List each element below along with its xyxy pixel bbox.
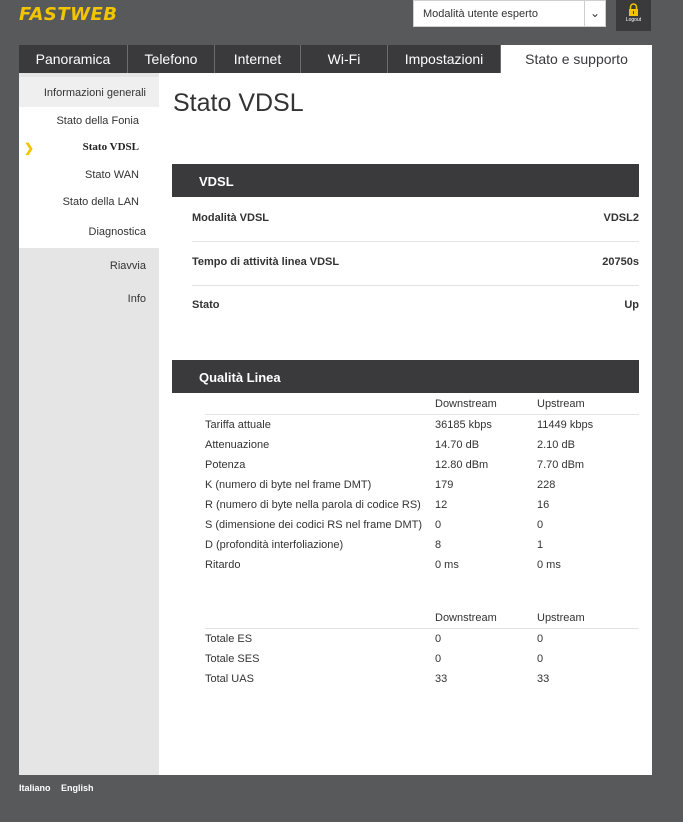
upstream-value: 16 xyxy=(537,499,550,511)
language-english-link[interactable]: English xyxy=(61,783,94,793)
main-content xyxy=(159,73,652,775)
upstream-value: 11449 kbps xyxy=(537,419,594,431)
table-row xyxy=(205,669,639,689)
tab-internet[interactable]: Internet xyxy=(215,45,301,73)
table-row xyxy=(205,555,639,575)
upstream-value: 0 ms xyxy=(537,559,561,571)
downstream-value: 179 xyxy=(435,479,454,491)
sidebar-item-stato-lan[interactable]: Stato della LAN xyxy=(62,196,139,208)
table-row xyxy=(205,475,639,495)
upstream-value: 0 xyxy=(537,633,544,645)
row-label: Attenuazione xyxy=(205,439,270,451)
downstream-value: 36185 kbps xyxy=(435,419,492,431)
user-mode-select[interactable] xyxy=(413,0,606,27)
line-quality-table xyxy=(205,396,639,575)
sidebar xyxy=(19,73,159,775)
info-row-tempo-attivita xyxy=(192,241,639,286)
upstream-value: 0 xyxy=(537,519,544,531)
tab-telefono[interactable]: Telefono xyxy=(128,45,215,73)
row-label: Tariffa attuale xyxy=(205,419,271,431)
logout-label: Logout xyxy=(625,17,642,23)
sidebar-item-info[interactable]: Info xyxy=(127,293,146,305)
column-header-downstream: Downstream xyxy=(435,612,497,624)
tab-wifi[interactable]: Wi-Fi xyxy=(301,45,388,73)
row-label: Totale ES xyxy=(205,633,253,645)
select-divider xyxy=(584,1,585,26)
row-label: S (dimensione dei codici RS nel frame DMT) xyxy=(205,519,423,531)
info-value: VDSL2 xyxy=(603,212,639,224)
tab-panoramica[interactable]: Panoramica xyxy=(19,45,128,73)
sidebar-item-informazioni-generali[interactable] xyxy=(19,77,159,107)
info-value: 20750s xyxy=(602,256,639,268)
upstream-value: 2.10 dB xyxy=(537,439,575,451)
main-nav-tabs xyxy=(19,45,652,73)
column-header-upstream: Upstream xyxy=(537,398,585,410)
upstream-value: 7.70 dBm xyxy=(537,459,585,471)
info-label: Tempo di attività linea VDSL xyxy=(192,256,340,268)
table-row xyxy=(205,649,639,669)
language-switcher xyxy=(19,783,102,793)
tab-impostazioni[interactable]: Impostazioni xyxy=(388,45,501,73)
language-italiano-link[interactable]: Italiano xyxy=(19,783,51,793)
table-header xyxy=(205,610,639,629)
upstream-value: 228 xyxy=(537,479,556,491)
line-errors-table xyxy=(205,610,639,689)
row-label: K (numero di byte nel frame DMT) xyxy=(205,479,372,491)
page-title: Stato VDSL xyxy=(173,89,304,117)
info-row-stato xyxy=(192,284,639,328)
table-row xyxy=(205,455,639,475)
downstream-value: 8 xyxy=(435,539,442,551)
downstream-value: 0 xyxy=(435,653,442,665)
downstream-value: 12.80 dBm xyxy=(435,459,489,471)
downstream-value: 14.70 dB xyxy=(435,439,480,451)
info-label: Stato xyxy=(192,299,220,311)
column-header-upstream: Upstream xyxy=(537,612,585,624)
tab-stato-e-supporto[interactable]: Stato e supporto xyxy=(501,45,652,73)
table-row xyxy=(205,415,639,435)
vdsl-section-header xyxy=(172,164,639,197)
sidebar-item-riavvia[interactable]: Riavvia xyxy=(109,260,146,272)
table-row xyxy=(205,629,639,649)
chevron-down-icon[interactable]: ⌄ xyxy=(590,6,601,20)
table-row xyxy=(205,515,639,535)
upstream-value: 33 xyxy=(537,673,550,685)
sidebar-header-label: Informazioni generali xyxy=(43,87,146,99)
upstream-value: 1 xyxy=(537,539,544,551)
row-label: Totale SES xyxy=(205,653,260,665)
row-label: Potenza xyxy=(205,459,246,471)
table-row xyxy=(205,435,639,455)
row-label: D (profondità interfoliazione) xyxy=(205,539,344,551)
user-mode-value: Modalità utente esperto xyxy=(423,8,538,20)
column-header-downstream: Downstream xyxy=(435,398,497,410)
downstream-value: 0 xyxy=(435,633,442,645)
info-value: Up xyxy=(624,299,639,311)
info-row-modalita-vdsl xyxy=(192,197,639,242)
fastweb-logo[interactable]: FASTWEB xyxy=(19,4,118,25)
downstream-value: 0 ms xyxy=(435,559,459,571)
row-label: Total UAS xyxy=(205,673,254,685)
table-row xyxy=(205,535,639,555)
row-label: Ritardo xyxy=(205,559,241,571)
downstream-value: 12 xyxy=(435,499,448,511)
row-label: R (numero di byte nella parola di codice RS) xyxy=(205,499,421,511)
table-row xyxy=(205,495,639,515)
upstream-value: 0 xyxy=(537,653,544,665)
lock-icon xyxy=(627,3,640,16)
quality-section-title: Qualità Linea xyxy=(199,370,281,385)
active-chevron-icon: ❯ xyxy=(24,141,35,155)
quality-section-header xyxy=(172,360,639,393)
table-header xyxy=(205,396,639,415)
downstream-value: 33 xyxy=(435,673,448,685)
info-label: Modalità VDSL xyxy=(192,212,270,224)
sidebar-item-diagnostica[interactable]: Diagnostica xyxy=(88,226,146,238)
vdsl-section-title: VDSL xyxy=(199,174,234,189)
logout-button[interactable] xyxy=(616,0,651,31)
downstream-value: 0 xyxy=(435,519,442,531)
sidebar-item-stato-vdsl[interactable]: Stato VDSL xyxy=(82,141,139,153)
sidebar-item-stato-fonia[interactable]: Stato della Fonia xyxy=(56,115,139,127)
sidebar-item-stato-wan[interactable]: Stato WAN xyxy=(85,169,139,181)
